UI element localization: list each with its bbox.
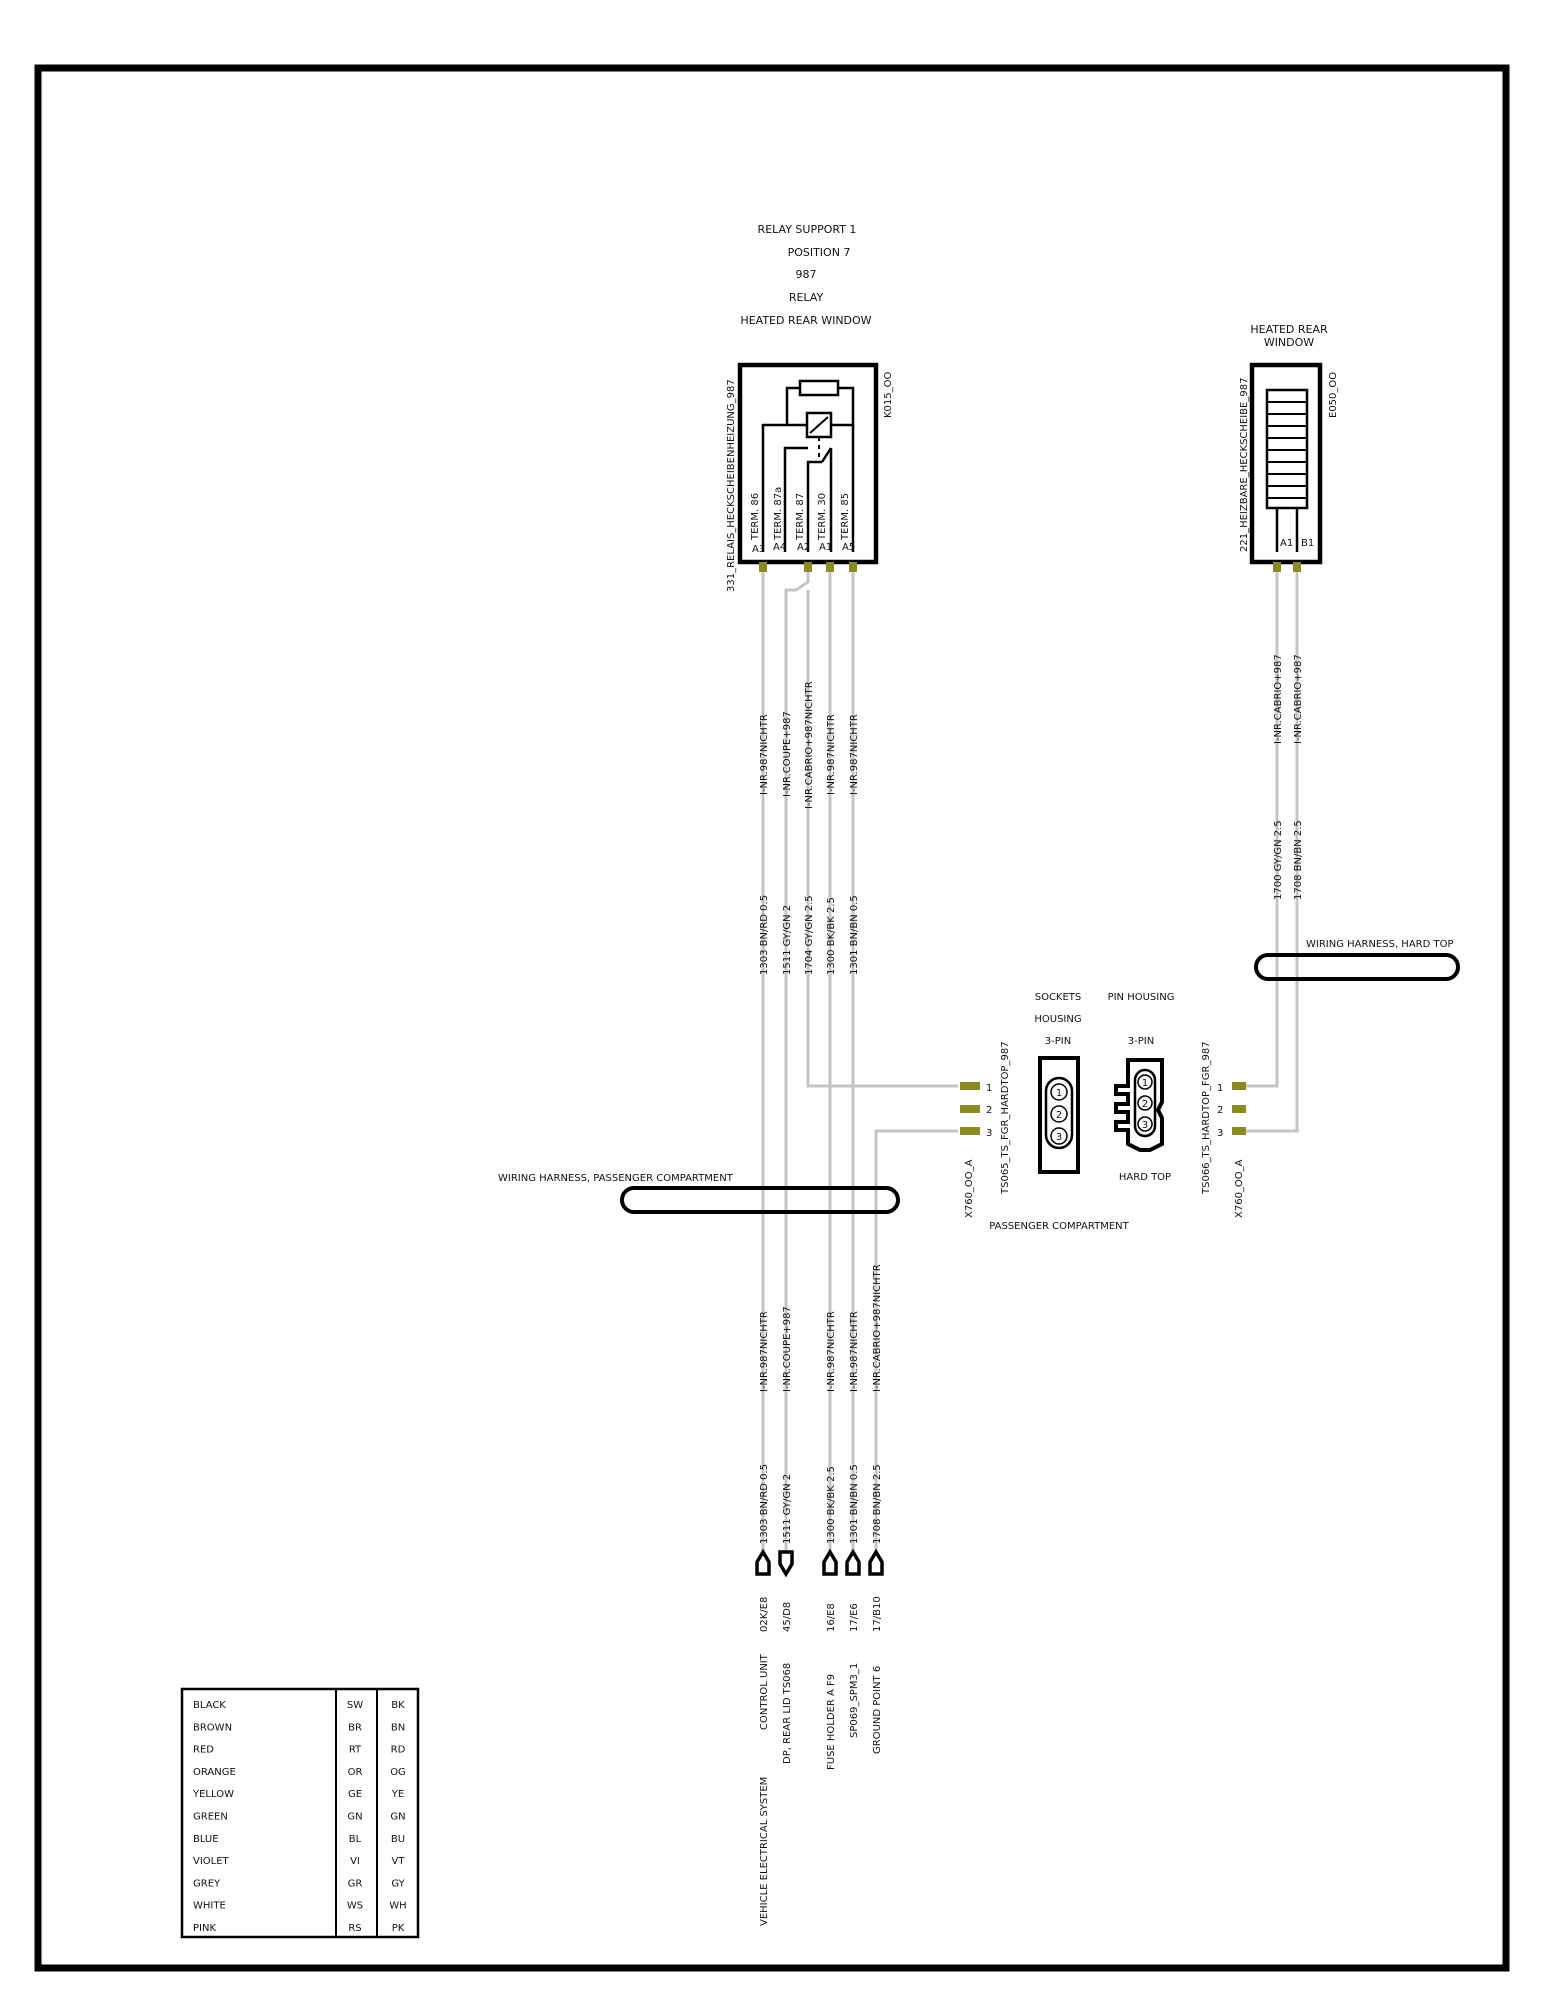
connector-name: TS066_TS_HARDTOP_FGR_987: [1201, 1041, 1212, 1194]
legend-en: PK: [391, 1923, 405, 1934]
relay-pin-label: A5: [842, 542, 856, 553]
legend-en: OG: [390, 1766, 406, 1778]
legend-name: GREEN: [193, 1811, 228, 1823]
relay-term-label: TERM. 87a: [773, 486, 784, 540]
legend-en: VT: [391, 1856, 405, 1868]
legend-name: YELLOW: [193, 1789, 234, 1801]
connector-sockets-housing: [960, 992, 1130, 1232]
connector-pin-label: 3: [986, 1128, 993, 1139]
connector-pin-label: 2: [1217, 1105, 1224, 1116]
connector-pin-label: 1: [986, 1083, 993, 1094]
legend-name: BROWN: [193, 1722, 233, 1734]
legend-name: WHITE: [193, 1900, 226, 1912]
wire-destination: GROUND POINT 6: [872, 1665, 883, 1754]
wire-ref: 45/D8: [782, 1601, 793, 1632]
wire-color-label: 1300 BK/BK 2.5: [826, 897, 837, 975]
terminal-arrow-down-icon: [780, 1552, 792, 1574]
relay-pin-label: A2: [797, 542, 811, 553]
legend-en: WH: [389, 1900, 407, 1912]
connector-pin-label: 1: [1217, 1083, 1224, 1094]
legend-en: RD: [390, 1744, 406, 1756]
wire-destinations: [759, 1653, 883, 1926]
connector-label: 3-PIN: [1127, 1036, 1155, 1047]
relay-pin-label: A4: [773, 542, 787, 553]
legend-de: GR: [347, 1878, 363, 1890]
wire-option-label: I-NR.CABRIO+987NICHTR: [872, 1264, 883, 1392]
relay-header-line: HEATED REAR WINDOW: [740, 314, 872, 327]
wire-option-label: I-NR.987NICHTR: [826, 714, 837, 795]
connector-label: PIN HOUSING: [1107, 992, 1175, 1003]
wire-refs: [759, 1596, 883, 1632]
window-code: E050_OO: [1328, 371, 1339, 418]
wire-option-label: I-NR.987NICHTR: [849, 714, 860, 795]
wire-option-label: I-NR.987NICHTR: [759, 714, 770, 795]
connector-pin-number: 2: [1055, 1110, 1063, 1121]
wire-destination: FUSE HOLDER A F9: [826, 1673, 837, 1770]
connector-code: X760_OO_A: [1234, 1159, 1245, 1218]
relay-header-line: 987: [795, 268, 817, 281]
page-frame: [38, 68, 1506, 1968]
harness-hard-top: [1256, 939, 1458, 979]
wire-color-label: 1511 GY/GN 2: [782, 1473, 793, 1544]
wire-color-label: 1301 BN/BN 0.5: [849, 1464, 860, 1544]
legend-name: GREY: [193, 1878, 221, 1890]
color-legend: [182, 1689, 418, 1937]
wire-ref: 17/E6: [849, 1603, 860, 1632]
relay-header: [740, 223, 871, 327]
relay-header-line: RELAY: [788, 291, 824, 304]
wire-color-label: 1708 BN/BN 2.5: [1293, 820, 1304, 900]
window-pin-label: A1: [1280, 538, 1294, 549]
connector-footer: HARD TOP: [1118, 1172, 1172, 1183]
window-part-name: 221_HEIZBARE_HECKSCHEIBE_987: [1239, 377, 1250, 552]
legend-name: RED: [193, 1744, 214, 1756]
legend-de: VI: [350, 1856, 360, 1868]
terminal-arrow-up-icon: [847, 1552, 859, 1574]
wire-option-label: I-NR.COUPE+987: [782, 1306, 793, 1392]
legend-de: RS: [348, 1923, 362, 1934]
legend-de: BR: [348, 1722, 362, 1734]
wire-option-label: I-NR.987NICHTR: [849, 1311, 860, 1392]
legend-de: SW: [346, 1700, 364, 1711]
wires: [763, 572, 1297, 1555]
wire-ref: 16/E8: [826, 1603, 837, 1632]
system-label: VEHICLE ELECTRICAL SYSTEM: [759, 1776, 770, 1926]
legend-en: BN: [390, 1722, 406, 1734]
connector-pin-number: 3: [1055, 1132, 1063, 1143]
connector-pin-number: 1: [1141, 1078, 1149, 1089]
heated-window-component: [1239, 323, 1339, 572]
connector-pin-number: 3: [1141, 1120, 1149, 1131]
relay-header-line: POSITION 7: [787, 246, 851, 259]
legend-name: ORANGE: [193, 1766, 236, 1778]
connector-name: TS065_TS_FGR_HARDTOP_987: [1000, 1041, 1011, 1194]
wire-option-label: I-NR.CABRIO+987: [1273, 654, 1284, 744]
wire-option-label: I-NR.CABRIO+987NICHTR: [804, 681, 815, 809]
wire-destination: DP, REAR LID TS068: [782, 1662, 793, 1764]
connector-pin-label: 2: [986, 1105, 993, 1116]
legend-name: BLUE: [193, 1833, 219, 1845]
terminal-arrow-up-icon: [757, 1552, 769, 1574]
legend-name: VIOLET: [193, 1856, 229, 1868]
legend-de: GN: [347, 1811, 363, 1823]
wire-option-label: I-NR.987NICHTR: [826, 1311, 837, 1392]
wire-option-label: I-NR.CABRIO+987: [1293, 654, 1304, 744]
connector-footer: PASSENGER COMPARTMENT: [989, 1221, 1129, 1232]
legend-de: OR: [347, 1766, 363, 1778]
connector-label: HOUSING: [1034, 1014, 1082, 1025]
relay-term-label: TERM. 87: [795, 492, 806, 540]
wire-option-label: I-NR.987NICHTR: [759, 1311, 770, 1392]
wire-option-label: I-NR.COUPE+987: [782, 711, 793, 797]
legend-de: GE: [347, 1789, 363, 1801]
relay-pin-label: A1: [819, 542, 833, 553]
legend-en: BK: [391, 1700, 405, 1711]
wire-color-label: 1704 GY/GN 2.5: [804, 895, 815, 975]
wire-color-label: 1511 GY/GN 2: [782, 904, 793, 975]
bottom-wire-labels: [759, 1264, 883, 1544]
relay-term-label: TERM. 86: [750, 492, 761, 540]
relay-header-line: RELAY SUPPORT 1: [757, 223, 857, 236]
connector-pin-number: 1: [1055, 1088, 1063, 1099]
wire-terminals: [757, 1552, 882, 1574]
connector-code: X760_OO_A: [964, 1159, 975, 1218]
relay-part-name: 331_RELAIS_HECKSCHEIBENHEIZUNG_987: [726, 379, 737, 592]
legend-en: GY: [391, 1878, 405, 1890]
legend-en: BU: [390, 1833, 406, 1845]
legend-de: BL: [348, 1833, 362, 1845]
wire-color-label: 1700 GY/GN 2.5: [1273, 820, 1284, 900]
connector-pin-number: 2: [1141, 1099, 1149, 1110]
relay-term-label: TERM. 30: [817, 492, 828, 540]
connector-label: SOCKETS: [1034, 992, 1082, 1003]
window-header-line: HEATED REAR: [1250, 323, 1328, 336]
wire-destination: SP069_SPM3_1: [849, 1662, 860, 1738]
legend-name: BLACK: [193, 1700, 226, 1711]
wire-color-label: 1303 BN/RD 0.5: [759, 894, 770, 975]
legend-en: GN: [390, 1811, 406, 1823]
legend-name: PINK: [193, 1923, 217, 1934]
terminal-arrow-up-icon: [824, 1552, 836, 1574]
relay-code: K015_OO: [883, 371, 894, 418]
relay-component: [726, 365, 894, 592]
wire-destination: CONTROL UNIT: [759, 1654, 770, 1730]
harness-hard-top-label: WIRING HARNESS, HARD TOP: [1306, 939, 1454, 950]
wire-color-label: 1708 BN/BN 2.5: [872, 1464, 883, 1544]
connector-pin-label: 3: [1217, 1128, 1224, 1139]
legend-de: WS: [346, 1900, 364, 1912]
harness-passenger: [498, 1173, 898, 1212]
window-header-line: WINDOW: [1263, 336, 1315, 349]
relay-pin-label: A3: [752, 544, 766, 555]
terminal-arrow-up-icon: [870, 1552, 882, 1574]
wire-ref: 17/B10: [872, 1596, 883, 1632]
connector-pin-housing: [1108, 992, 1246, 1218]
legend-en: YE: [391, 1789, 405, 1801]
wire-color-label: 1301 BN/BN 0.5: [849, 895, 860, 975]
wire-color-label: 1303 BN/RD 0.5: [759, 1463, 770, 1544]
legend-de: RT: [348, 1744, 362, 1756]
harness-passenger-label: WIRING HARNESS, PASSENGER COMPARTMENT: [498, 1173, 733, 1184]
wire-ref: 02K/E8: [759, 1596, 770, 1632]
window-pin-label: B1: [1301, 538, 1315, 549]
relay-term-label: TERM. 85: [840, 492, 851, 540]
connector-label: 3-PIN: [1044, 1036, 1072, 1047]
wire-color-label: 1300 BK/BK 2.5: [826, 1466, 837, 1544]
